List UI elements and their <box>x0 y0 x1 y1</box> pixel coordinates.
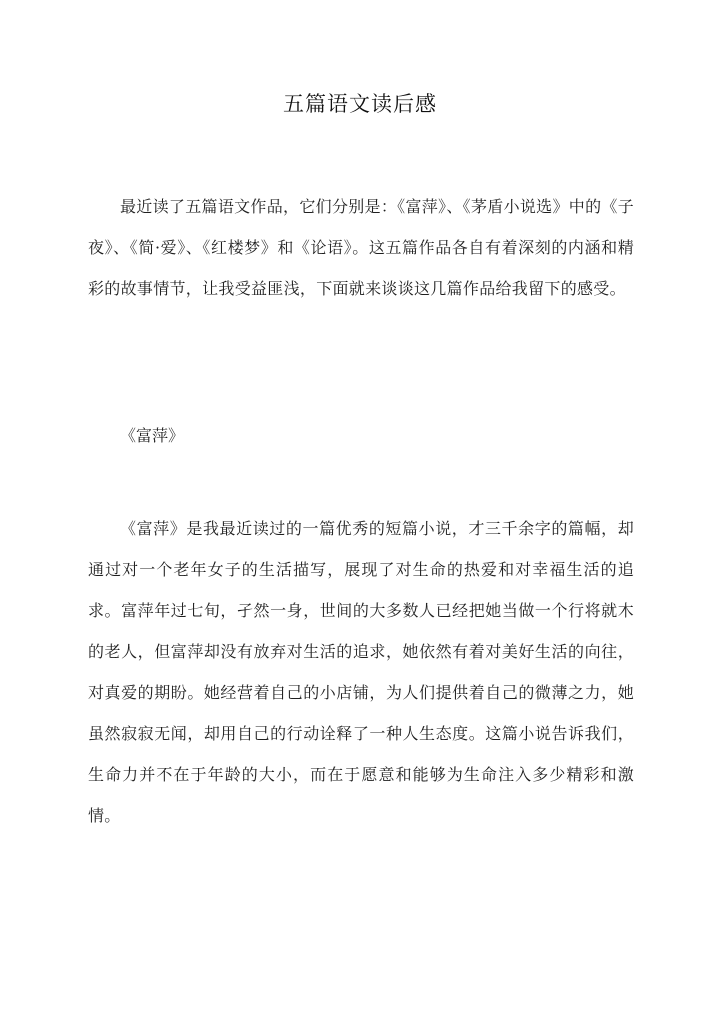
section-heading: 《富萍》 <box>120 426 185 445</box>
document-title: 五篇语文读后感 <box>283 92 437 116</box>
intro-paragraph: 最近读了五篇语文作品，它们分别是：《富萍》、《茅盾小说选》中的《子夜》、《简·爱》、《红楼梦》和《论语》。这五篇作品各自有着深刻的内涵和精彩的故事情节，让我受益匪浅，下面就来谈谈这几篇作品给我留下的感受。 <box>88 197 634 298</box>
section-paragraph: 《富萍》是我最近读过的一篇优秀的短篇小说，才三千余字的篇幅，却通过对一个老年女子的生活描写，展现了对生命的热爱和对幸福生活的追求。富萍年过七旬，孑然一身，世间的大多数人已经把她当做一个行将就木的老人，但富萍却没有放弃对生活的追求，她依然有着对美好生活的向往，对真爱的期盼。她经营着自己的小店铺，为人们提供着自己的微薄之力，她虽然寂寂无闻，却用自己的行动诠释了一种人生态度。这篇小说告诉我们，生命力并不在于年龄的大小，而在于愿意和能够为生命注入多少精彩和激情。 <box>88 519 634 825</box>
